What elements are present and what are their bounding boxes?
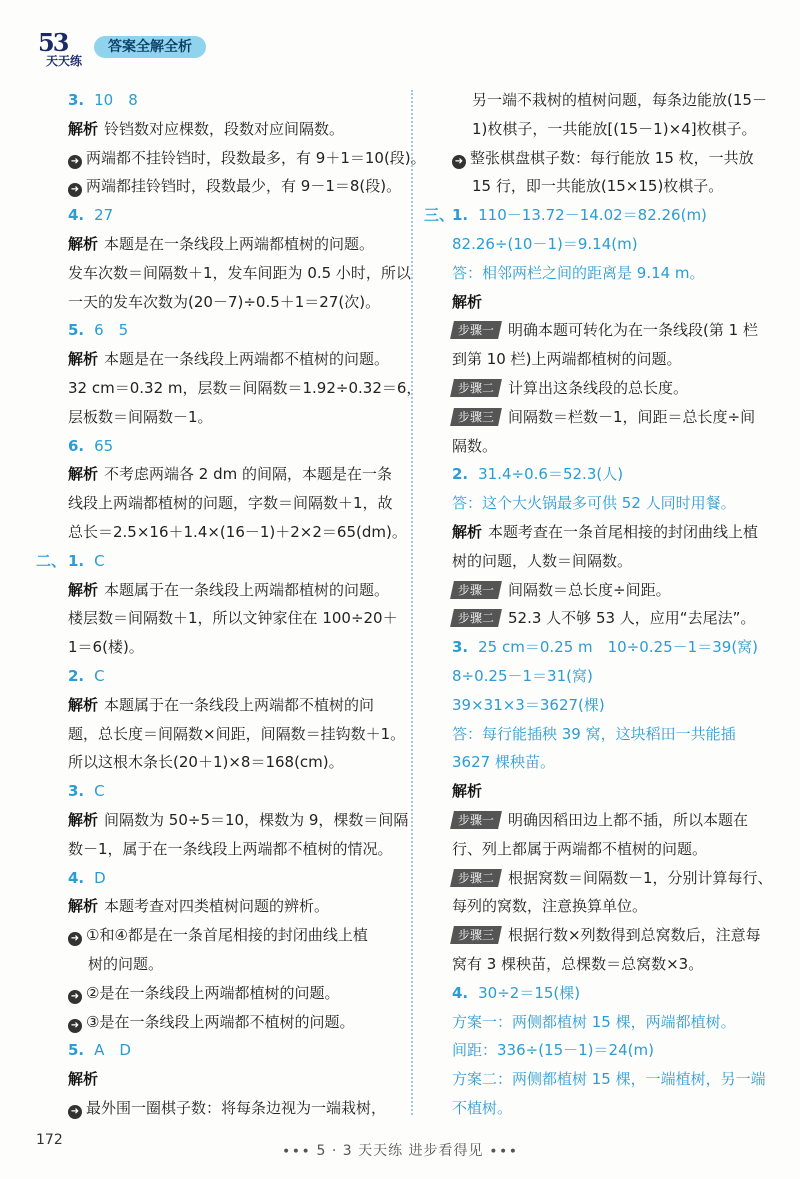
arrow-bullet-icon: ➜	[68, 990, 82, 1004]
body-text: 32 cm＝0.32 m，层数＝间隔数＝1.92÷0.32＝6，	[68, 378, 422, 397]
logo-text: 53	[38, 28, 68, 57]
body-text: 树的问题。	[88, 954, 164, 973]
body-text: 所以这根木条长(20＋1)×8＝168(cm)。	[68, 753, 344, 772]
text-line	[452, 777, 782, 806]
body-text: 方案一：两侧都植树 15 棵，两端都植树。	[452, 1012, 736, 1031]
body-text: 3627 棵秧苗。	[452, 753, 555, 772]
analysis-text: 铃铛数对应棵数，段数对应间隔数。	[104, 119, 345, 138]
text-line	[68, 403, 398, 432]
body-text: 间距：336÷(15－1)＝24(m)	[452, 1041, 654, 1060]
text-line	[452, 460, 782, 489]
analysis-text: 本题考查对四类植树问题的辨析。	[104, 897, 330, 916]
right-column	[424, 86, 782, 1123]
body-text: 行、列上都属于两端都不植树的问题。	[452, 839, 708, 858]
text-line	[68, 777, 398, 806]
analysis-label: 解析	[68, 465, 99, 484]
body-text: 一天的发车次数为(20－7)÷0.5＋1＝27(次)。	[68, 292, 381, 311]
arrow-bullet-icon: ➜	[68, 155, 82, 169]
step-text: 明确因稻田边上都不插，所以本题在	[508, 810, 749, 829]
text-line	[452, 604, 782, 633]
text-line	[452, 576, 782, 605]
body-text: 隔数。	[452, 436, 498, 455]
text-line	[452, 691, 782, 720]
section-tag: 答案全解全析	[94, 36, 206, 58]
analysis-text: 间隔数为 50÷5＝10，棵数为 9，棵数＝间隔	[104, 810, 409, 829]
body-text: 另一端不栽树的植树问题，每条边能放(15－	[472, 91, 767, 109]
step-badge	[450, 926, 502, 944]
analysis-text: 本题是在一条线段上两端都植树的问题。	[104, 234, 375, 253]
text-line	[452, 172, 782, 201]
answer-text: 25 cm＝0.25 m 10÷0.25－1＝39(窝)	[478, 638, 759, 657]
analysis-label: 解析	[68, 119, 99, 138]
text-line	[452, 921, 782, 950]
step-badge	[450, 321, 502, 339]
step-badge	[450, 408, 502, 426]
text-line	[424, 201, 782, 230]
text-line	[68, 748, 398, 777]
body-text: 39×31×3＝3627(棵)	[452, 695, 605, 714]
analysis-label: 解析	[68, 350, 99, 369]
text-line	[68, 518, 407, 547]
text-line	[452, 979, 782, 1008]
column-divider	[411, 90, 413, 1115]
bullet-text: 两端都挂铃铛时，段数最少，有 9－1＝8(段)。	[86, 177, 402, 196]
step-label: 步骤二	[458, 870, 495, 885]
question-number: 3.	[68, 91, 85, 109]
step-badge	[450, 869, 502, 887]
text-line	[36, 547, 398, 576]
text-line	[68, 892, 398, 921]
answer-text: 6 5	[94, 321, 129, 340]
body-text: 发车次数＝间隔数＋1，发车间距为 0.5 小时，所以	[68, 263, 411, 282]
body-text: 线段上两端都植树的问题，字数＝间隔数＋1，故	[68, 494, 393, 513]
step-badge	[450, 581, 502, 599]
question-number: 1.	[452, 206, 469, 225]
text-line	[68, 604, 398, 633]
step-text: 间隔数＝总长度÷间距。	[508, 580, 671, 599]
left-column	[36, 86, 426, 1123]
body-text: 1＝6(楼)。	[68, 638, 144, 657]
question-number: 2.	[68, 666, 85, 685]
text-line	[68, 460, 398, 489]
answer-text: 27	[94, 206, 114, 225]
analysis-label: 解析	[452, 292, 483, 311]
text-line	[452, 835, 782, 864]
answer-text: C	[94, 666, 105, 685]
body-text: 总长＝2.5×16＋1.4×(16－1)＋2×2＝65(dm)。	[68, 522, 407, 541]
step-badge	[450, 811, 502, 829]
body-text: 到第 10 栏)上两端都植树的问题。	[452, 350, 682, 369]
body-text: 楼层数＝间隔数＋1，所以文钟家住在 100÷20＋	[68, 609, 398, 628]
question-number: 4.	[68, 868, 85, 887]
text-line	[68, 172, 402, 201]
analysis-label: 解析	[68, 1070, 99, 1089]
step-text: 明确本题可转化为在一条线段(第 1 栏	[508, 321, 758, 340]
text-line	[68, 1065, 398, 1094]
bullet-text: ③是在一条线段上两端都不植树的问题。	[86, 1012, 355, 1031]
question-number: 5.	[68, 1041, 85, 1060]
text-line	[68, 835, 398, 864]
text-line	[68, 576, 398, 605]
text-line	[68, 374, 422, 403]
text-line	[68, 259, 411, 288]
answer-text: 65	[94, 436, 114, 455]
text-line	[68, 662, 398, 691]
question-number: 1.	[68, 551, 85, 570]
step-text: 52.3 人不够 53 人，应用“去尾法”。	[508, 609, 756, 628]
analysis-label: 解析	[68, 234, 99, 253]
question-number: 2.	[452, 465, 469, 484]
step-text: 根据行数×列数得到总窝数后，注意每	[508, 926, 761, 945]
analysis-text: 本题考查在一条首尾相接的封闭曲线上植	[488, 522, 759, 541]
text-line	[452, 633, 782, 662]
text-line	[452, 748, 782, 777]
text-line	[68, 979, 398, 1008]
text-line	[68, 864, 398, 893]
text-line	[68, 950, 398, 979]
text-line	[452, 144, 782, 173]
text-line	[452, 115, 782, 144]
body-text: 窝有 3 棵秧苗，总棵数＝总窝数×3。	[452, 954, 704, 973]
question-number: 4.	[452, 983, 469, 1002]
text-line	[68, 230, 398, 259]
text-line	[68, 86, 398, 115]
section-marker: 三、	[424, 206, 455, 225]
text-line	[452, 489, 782, 518]
text-line	[68, 1036, 398, 1065]
analysis-label: 解析	[68, 810, 99, 829]
body-text: 题，总长度＝间隔数×间距，间隔数＝挂钩数＋1。	[68, 724, 406, 743]
bullet-text: ①和④都是在一条首尾相接的封闭曲线上植	[86, 926, 368, 945]
body-text: 方案二：两侧都植树 15 棵，一端植树，另一端	[452, 1070, 766, 1089]
analysis-label: 解析	[452, 782, 483, 801]
text-line	[452, 288, 782, 317]
text-line	[68, 691, 398, 720]
text-line	[452, 950, 782, 979]
step-text: 根据窝数＝间隔数－1，分别计算每行、	[508, 868, 773, 887]
step-label: 步骤三	[458, 928, 495, 943]
text-line	[68, 144, 426, 173]
logo-subtext: 天天练	[46, 54, 83, 68]
answer-text: 110－13.72－14.02＝82.26(m)	[478, 206, 707, 225]
text-line	[68, 806, 409, 835]
question-number: 5.	[68, 321, 85, 340]
analysis-label: 解析	[68, 897, 99, 916]
step-badge	[450, 379, 502, 397]
footer-slogan: ∙∙∙ 5 · 3 天天练 进步看得见 ∙∙∙	[281, 1143, 519, 1159]
text-line	[452, 1094, 782, 1123]
body-text: 数－1，属于在一条线段上两端都不植树的情况。	[68, 839, 393, 858]
body-text: 8÷0.25－1＝31(窝)	[452, 666, 593, 685]
text-line	[452, 864, 782, 893]
step-label: 步骤二	[458, 611, 495, 626]
analysis-text: 本题属于在一条线段上两端都植树的问题。	[104, 580, 390, 599]
text-line	[452, 1036, 782, 1065]
text-line	[452, 547, 782, 576]
text-line	[452, 518, 782, 547]
analysis-label: 解析	[68, 695, 99, 714]
arrow-bullet-icon: ➜	[68, 1105, 82, 1119]
text-line	[68, 1008, 398, 1037]
text-line	[68, 201, 398, 230]
text-line	[452, 316, 782, 345]
answer-text: C	[94, 551, 105, 570]
question-number: 3.	[452, 638, 469, 657]
text-line	[452, 230, 782, 259]
text-line	[68, 288, 398, 317]
analysis-text: 本题属于在一条线段上两端都不植树的问	[104, 695, 375, 714]
answer-text: 30÷2＝15(棵)	[478, 983, 581, 1002]
text-line	[452, 86, 782, 115]
bullet-text: 最外围一圈棋子数：将每条边视为一端栽树，	[86, 1098, 387, 1117]
answer-text: 10 8	[94, 91, 138, 109]
bullet-text: 整张棋盘棋子数：每行能放 15 枚，一共放	[470, 148, 754, 167]
question-number: 3.	[68, 782, 85, 801]
section-marker: 二、	[36, 551, 67, 570]
body-text: 不植树。	[452, 1098, 513, 1117]
text-line	[68, 345, 398, 374]
body-text: 82.26÷(10－1)＝9.14(m)	[452, 234, 638, 253]
analysis-text: 本题是在一条线段上两端都不植树的问题。	[104, 350, 390, 369]
bullet-text: ②是在一条线段上两端都植树的问题。	[86, 983, 340, 1002]
answer-text: 31.4÷0.6＝52.3(人)	[478, 465, 624, 484]
body-text: 答：这个大火锅最多可供 52 人同时用餐。	[452, 494, 736, 513]
analysis-label: 解析	[452, 522, 483, 541]
arrow-bullet-icon: ➜	[68, 1019, 82, 1033]
body-text: 每列的窝数，注意换算单位。	[452, 897, 648, 916]
answer-text: A D	[94, 1041, 131, 1060]
text-line	[452, 1065, 782, 1094]
text-line	[68, 720, 406, 749]
step-label: 步骤一	[458, 323, 495, 338]
body-text: 15 行，即一共能放(15×15)枚棋子。	[472, 177, 724, 196]
step-label: 步骤三	[458, 409, 495, 424]
text-line	[452, 259, 782, 288]
text-line	[68, 489, 398, 518]
body-text: 层板数＝间隔数－1。	[68, 407, 213, 426]
arrow-bullet-icon: ➜	[452, 155, 466, 169]
text-line	[452, 720, 782, 749]
step-text: 间隔数＝栏数－1，间距＝总长度÷间	[508, 407, 756, 426]
text-line	[68, 633, 398, 662]
text-line	[68, 1094, 398, 1123]
bullet-text: 两端都不挂铃铛时，段数最多，有 9＋1＝10(段)。	[86, 148, 426, 167]
step-label: 步骤二	[458, 380, 495, 395]
step-label: 步骤一	[458, 812, 495, 827]
text-line	[452, 374, 782, 403]
text-line	[68, 432, 398, 461]
page-number: 172	[36, 1132, 63, 1148]
text-line	[68, 921, 398, 950]
body-text: 1)枚棋子，一共能放[(15－1)×4]枚棋子。	[472, 119, 757, 138]
question-number: 6.	[68, 436, 85, 455]
text-line	[452, 1008, 782, 1037]
text-line	[452, 892, 782, 921]
arrow-bullet-icon: ➜	[68, 932, 82, 946]
text-line	[452, 806, 782, 835]
text-line	[68, 115, 398, 144]
step-text: 计算出这条线段的总长度。	[508, 378, 689, 397]
text-line	[452, 432, 782, 461]
question-number: 4.	[68, 206, 85, 225]
answer-text: D	[94, 868, 106, 887]
step-label: 步骤一	[458, 582, 495, 597]
analysis-label: 解析	[68, 580, 99, 599]
analysis-text: 不考虑两端各 2 dm 的间隔，本题是在一条	[104, 465, 392, 484]
step-badge	[450, 609, 502, 627]
text-line	[452, 662, 782, 691]
text-line	[452, 403, 782, 432]
arrow-bullet-icon: ➜	[68, 183, 82, 197]
body-text: 答：每行能插秧 39 窝，这块稻田一共能插	[452, 724, 736, 743]
body-text: 答：相邻两栏之间的距离是 9.14 m。	[452, 263, 705, 282]
text-line	[68, 316, 398, 345]
text-line	[452, 345, 782, 374]
answer-text: C	[94, 782, 105, 801]
brand-logo	[36, 30, 88, 70]
body-text: 树的问题，人数＝间隔数。	[452, 551, 633, 570]
